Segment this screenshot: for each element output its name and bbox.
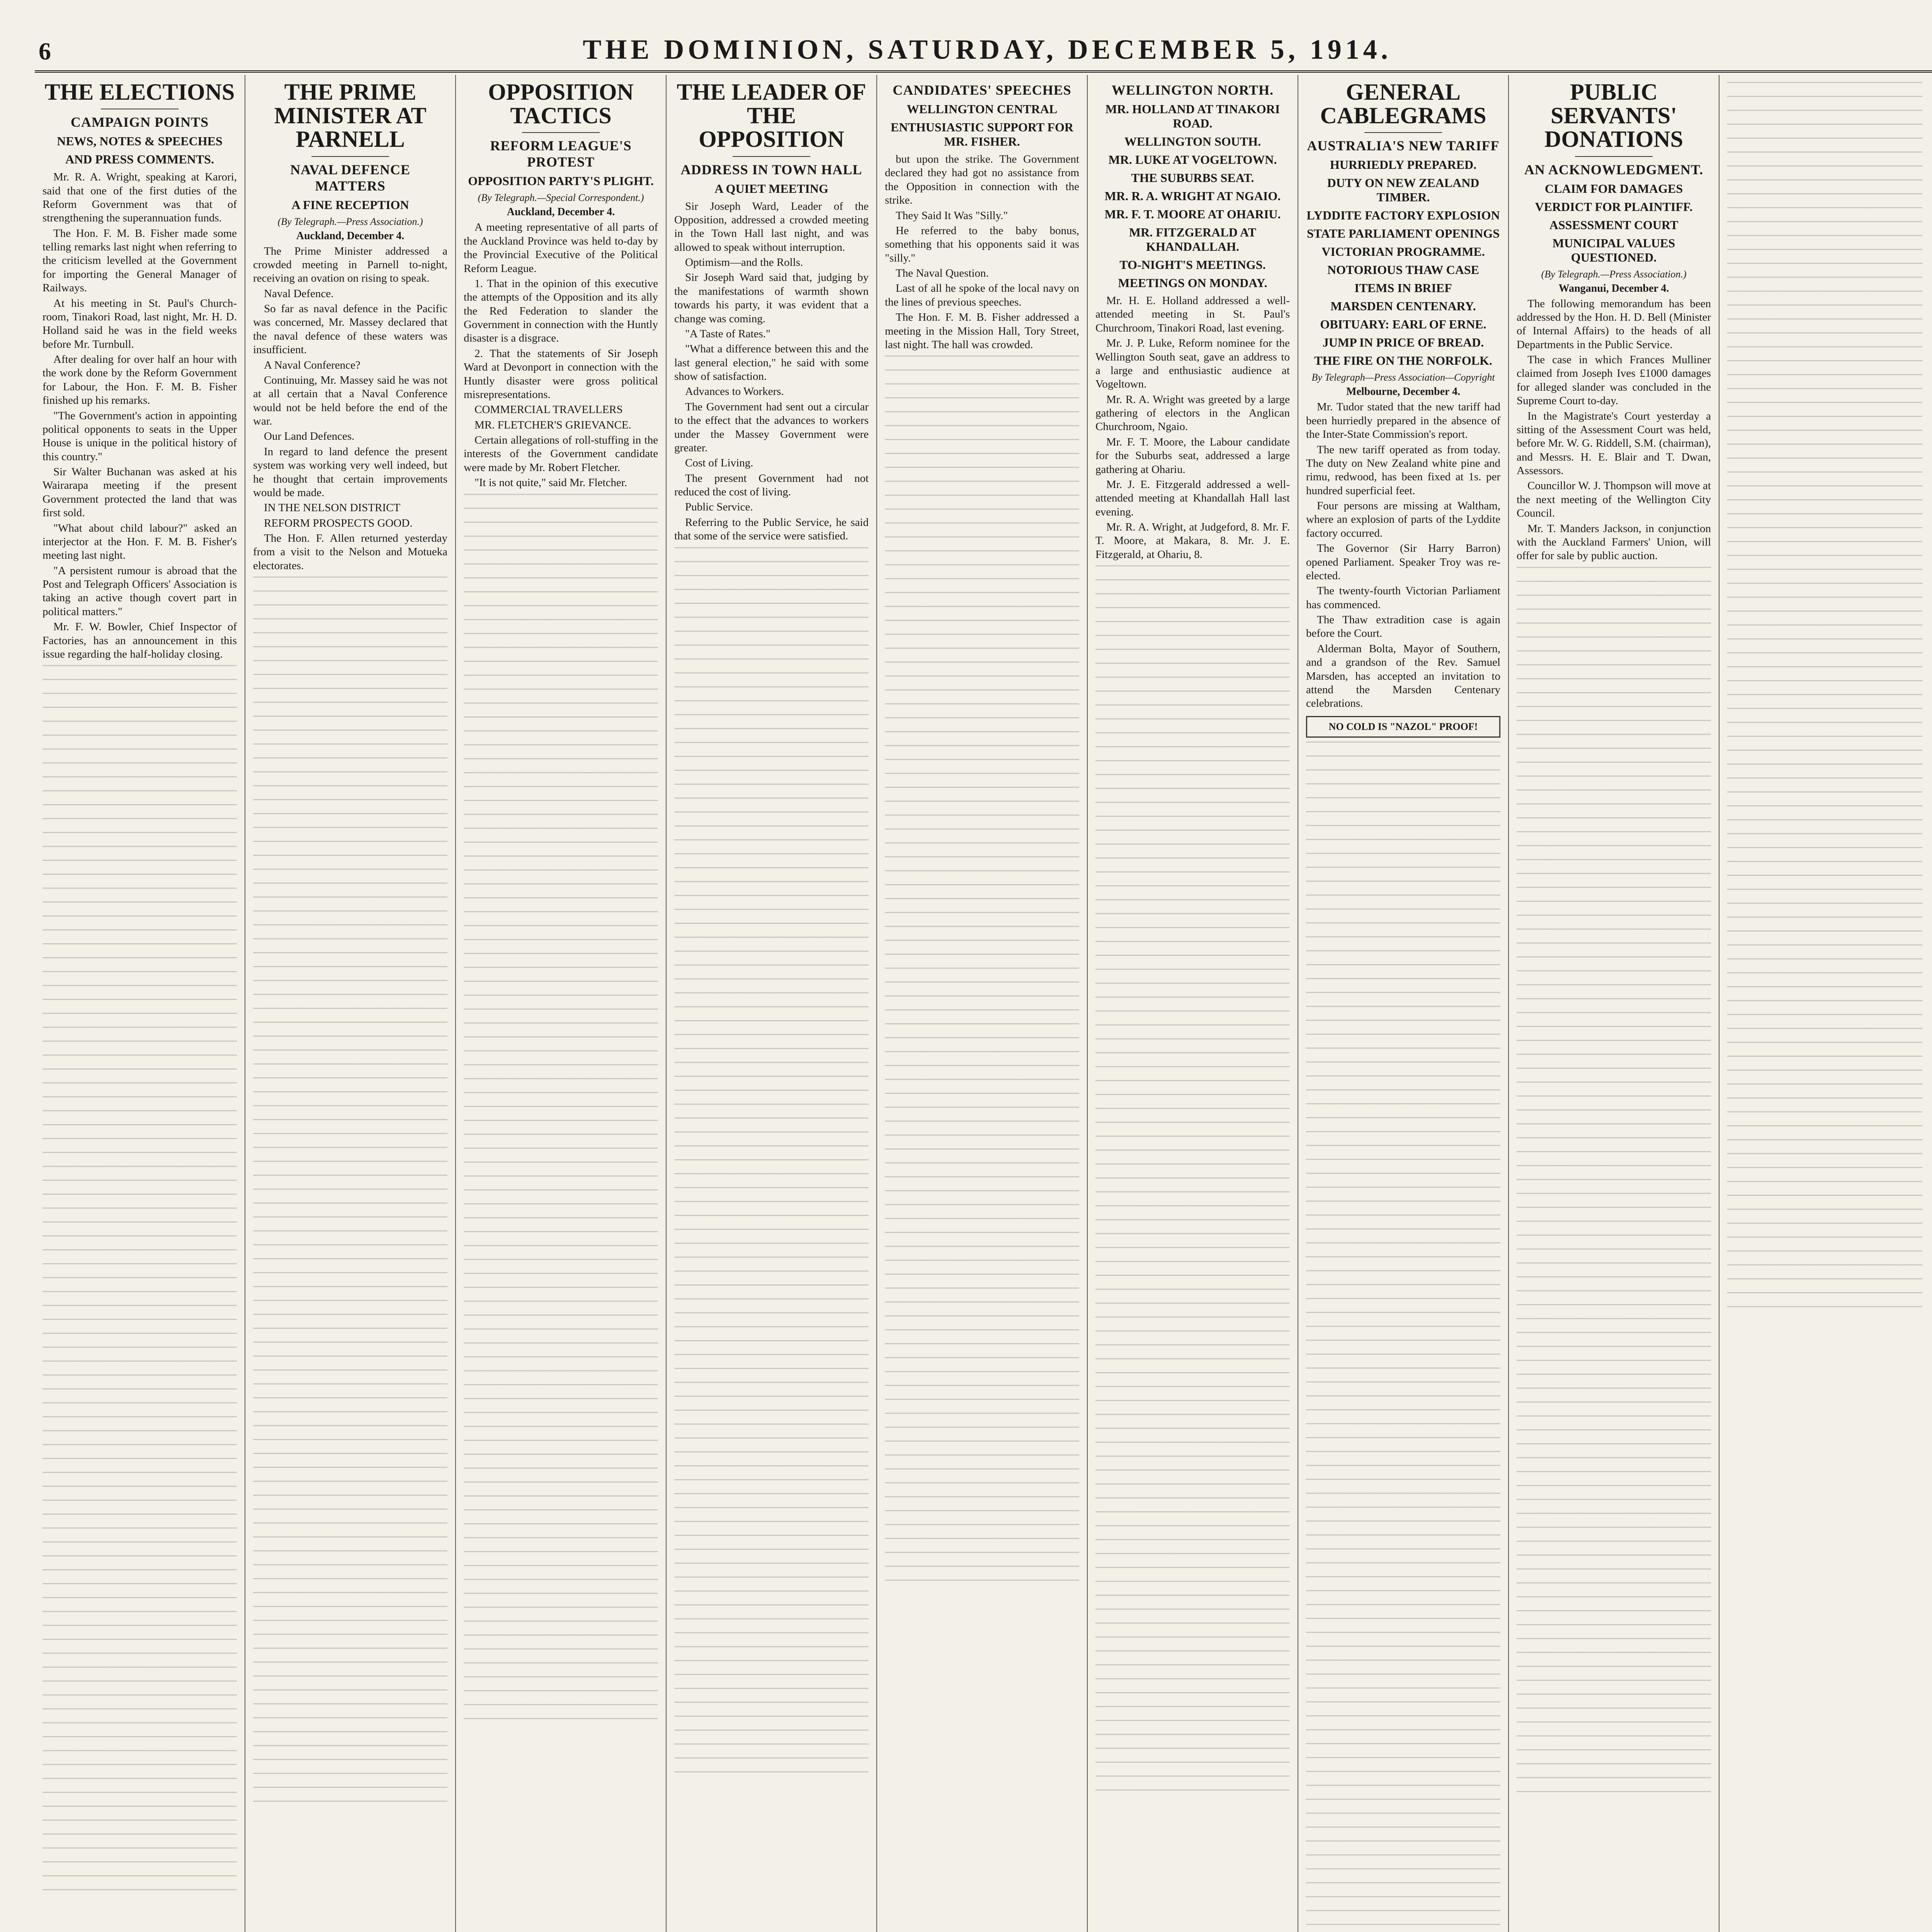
article-paragraph: Alderman Bolta, Mayor of Southern, and a grandson of the Rev. Samuel Marsden, has accepted an invitation to attend the Marsden Centenary celebrations. (1306, 642, 1500, 710)
subhead: STATE PARLIAMENT OPENINGS (1306, 226, 1500, 241)
article-paragraph: He referred to the baby bonus, something that his opponents said it was "silly." (885, 224, 1079, 264)
subhead: MUNICIPAL VALUES QUESTIONED. (1552, 236, 1675, 264)
article-paragraph: MR. FLETCHER'S GRIEVANCE. (474, 418, 631, 431)
article-paragraph: The Naval Question. (896, 267, 989, 279)
article-paragraph: "A Taste of Rates." (685, 327, 770, 340)
article-paragraph: "The Government's action in appointing political opponents to seats in the Upper House is unique in the political history of this country." (43, 409, 237, 463)
article-paragraph: Mr. Tudor stated that the new tariff had been hurriedly prepared in the absence of the Inter-State Commission's report. (1306, 401, 1500, 441)
subhead: MR. R. A. WRIGHT AT NGAIO. (1104, 189, 1281, 203)
article-paragraph: Mr. R. A. Wright, speaking at Karori, said that one of the first duties of the Reform Government was that of strengthening the superannuation funds. (43, 171, 237, 224)
subhead: WELLINGTON CENTRAL (906, 102, 1058, 116)
subhead: TO-NIGHT'S MEETINGS. (1119, 258, 1266, 272)
article-paragraph: The Prime Minister addressed a crowded meeting in Parnell to-night, receiving an ovation on rising to speak. (253, 245, 447, 285)
subhead: AND PRESS COMMENTS. (65, 152, 214, 167)
subhead: HURRIEDLY PREPARED. (1330, 158, 1477, 172)
article-paragraph: Advances to Workers. (685, 385, 784, 398)
article-paragraph: A meeting representative of all parts of the Auckland Province was held to-day by the Provincial Executive of the Political Reform League. (464, 221, 658, 275)
article-paragraph: The Thaw extradition case is again before the Court. (1306, 614, 1500, 640)
subhead: CLAIM FOR DAMAGES (1544, 181, 1683, 196)
body-text-lines (1095, 565, 1290, 1802)
column-3 (456, 75, 667, 1932)
subhead: MR. F. T. MOORE AT OHARIU. (1104, 207, 1281, 221)
body-text-lines (1727, 82, 1922, 1318)
article-paragraph: Referring to the Public Service, he said that some of the service were satisfied. (674, 516, 869, 543)
subhead: ENTHUSIASTIC SUPPORT FOR MR. FISHER. (890, 120, 1074, 148)
article-paragraph: Continuing, Mr. Massey said he was not at all certain that a Naval Conference would not be held before the end of the war. (253, 374, 447, 428)
byline: By Telegraph—Press Association—Copyright (1311, 372, 1495, 383)
subhead: ASSESSMENT COURT (1549, 218, 1679, 232)
column-1 (35, 75, 245, 1932)
article-paragraph: COMMERCIAL TRAVELLERS (474, 403, 623, 416)
dateline: Melbourne, December 4. (1346, 386, 1460, 398)
article-paragraph: Mr. F. W. Bowler, Chief Inspector of Factories, has an announcement in this issue regarding the half-holiday closing. (43, 621, 237, 660)
body-text-lines (253, 577, 447, 1813)
byline: (By Telegraph.—Special Correspondent.) (478, 192, 644, 204)
masthead (35, 23, 1932, 73)
article-paragraph: Our Land Defences. (264, 430, 355, 443)
column-headline: PUBLIC SERVANTS' DONATIONS (1544, 79, 1683, 152)
article-paragraph: Public Service. (685, 501, 753, 514)
article-paragraph: 1. That in the opinion of this executive the attempts of the Opposition and its ally the Red Federation to slander the Government in connection with the Huntly disaster is a disgrace. (464, 277, 658, 345)
columns (35, 75, 1932, 1932)
subhead: ITEMS IN BRIEF (1354, 281, 1452, 295)
paper-title: THE DOMINION, SATURDAY, DECEMBER 5, 1914. (583, 34, 1392, 65)
subhead: JUMP IN PRICE OF BREAD. (1322, 335, 1484, 350)
article-paragraph: Certain allegations of roll-stuffing in the interests of the Government candidate were made by Mr. Robert Fletcher. (464, 434, 658, 474)
headline-rule (1364, 132, 1442, 133)
article-paragraph: Sir Joseph Ward, Leader of the Opposition, addressed a crowded meeting in the Town Hall last night, and was allowed to speak without interruption. (674, 200, 869, 253)
column-6 (1088, 75, 1298, 1932)
subhead: OPPOSITION PARTY'S PLIGHT. (468, 174, 654, 188)
subhead: LYDDITE FACTORY EXPLOSION (1306, 208, 1500, 223)
article-paragraph: The Hon. F. M. B. Fisher made some telling remarks last night when referring to the criticism levelled at the Government for importing the General Manager of Railways. (43, 227, 237, 294)
subhead: MR. LUKE AT VOGELTOWN. (1108, 153, 1277, 167)
column-4 (667, 75, 877, 1932)
article-paragraph: Last of all he spoke of the local navy on the lines of previous speeches. (885, 282, 1079, 308)
article-paragraph: After dealing for over half an hour with the work done by the Reform Government for Labour, the Hon. F. M. B. Fisher finished up his remarks. (43, 353, 237, 407)
article-paragraph: Mr. R. A. Wright, at Judgeford, 8. Mr. F. T. Moore, at Makara, 8. Mr. J. E. Fitzgerald, at Ohariu, 8. (1095, 521, 1290, 561)
subhead: NEWS, NOTES & SPEECHES (57, 134, 223, 148)
article-paragraph: REFORM PROSPECTS GOOD. (264, 517, 413, 529)
body-text-lines (1306, 742, 1500, 1932)
column-headline: GENERAL CABLEGRAMS (1320, 79, 1486, 129)
page-number: 6 (39, 37, 51, 65)
article-paragraph: At his meeting in St. Paul's Church-room, Tinakori Road, last night, Mr. H. D. Holland said he was in the field weeks before Mr. Turnbull. (43, 297, 237, 350)
subhead: WELLINGTON NORTH. (1111, 82, 1274, 98)
body-text-lines (885, 355, 1079, 1592)
article-paragraph: 2. That the statements of Sir Joseph Ward at Devonport in connection with the Huntly disaster were gross political misrepresentations. (464, 347, 658, 401)
dateline: Wanganui, December 4. (1558, 282, 1669, 294)
article-paragraph: Mr. J. E. Fitzgerald addressed a well-attended meeting at Khandallah Hall last evening. (1095, 478, 1290, 518)
article-paragraph: The present Government had not reduced the cost of living. (674, 472, 869, 498)
byline: (By Telegraph.—Press Association.) (1541, 268, 1687, 280)
headline-rule (522, 132, 600, 133)
subhead: VERDICT FOR PLAINTIFF. (1535, 199, 1693, 214)
article-paragraph: Mr. T. Manders Jackson, in conjunction with the Auckland Farmers' Union, will offer for sale by public auction. (1517, 522, 1711, 562)
column-headline: THE PRIME MINISTER AT PARNELL (274, 79, 427, 152)
article-paragraph: Four persons are missing at Waltham, where an explosion of parts of the Lyddite factory occurred. (1306, 500, 1500, 539)
article-paragraph: They Said It Was "Silly." (896, 209, 1008, 222)
article-paragraph: In the Magistrate's Court yesterday a sitting of the Assessment Court was held, before Mr. W. G. Riddell, S.M. (chairman), and Messrs. H. E. Blair and T. Dwan, Assessors. (1517, 410, 1711, 477)
article-paragraph: Naval Defence. (264, 287, 334, 300)
subhead: MEETINGS ON MONDAY. (1118, 276, 1267, 290)
subhead: MARSDEN CENTENARY. (1330, 299, 1476, 313)
subhead: REFORM LEAGUE'S PROTEST (490, 138, 632, 170)
advertisement: NO COLD IS "NAZOL" PROOF! (1306, 716, 1500, 738)
article-paragraph: In regard to land defence the present system was working very well indeed, but he thought that certain improvements would be made. (253, 445, 447, 499)
body-text-lines (1517, 567, 1711, 1803)
subhead: THE SUBURBS SEAT. (1131, 171, 1254, 185)
body-text-lines (43, 665, 237, 1901)
newspaper-page (35, 23, 1932, 1932)
article-paragraph: IN THE NELSON DISTRICT (264, 502, 401, 514)
article-paragraph: Cost of Living. (685, 457, 753, 469)
subhead: AUSTRALIA'S NEW TARIFF (1307, 138, 1500, 154)
byline: (By Telegraph.—Press Association.) (277, 216, 423, 227)
article-paragraph: Mr. R. A. Wright was greeted by a large gathering of electors in the Anglican Churchroom, Ngaio. (1095, 393, 1290, 433)
article-paragraph: but upon the strike. The Government declared they had got no assistance from the Opposition in connection with the strike. (885, 153, 1079, 207)
subhead: MR. FITZGERALD AT KHANDALLAH. (1129, 225, 1257, 253)
article-paragraph: Sir Joseph Ward said that, judging by the manifestations of warmth shown towards his party, it was evident that a change was coming. (674, 271, 869, 325)
subhead: VICTORIAN PROGRAMME. (1321, 245, 1485, 259)
article-paragraph: A Naval Conference? (264, 359, 361, 371)
article-paragraph: "What a difference between this and the last general election," he said with some show of satisfaction. (674, 343, 869, 383)
subhead: THE FIRE ON THE NORFOLK. (1314, 354, 1492, 368)
column-8 (1509, 75, 1719, 1932)
subhead: CAMPAIGN POINTS (70, 114, 209, 130)
article-paragraph: Mr. J. P. Luke, Reform nominee for the Wellington South seat, gave an address to a large and enthusiastic audience at Vogeltown. (1095, 337, 1290, 391)
subhead: MR. HOLLAND AT TINAKORI ROAD. (1105, 102, 1280, 130)
article-paragraph: "A persistent rumour is abroad that the Post and Telegraph Officers' Association is taking an active though covert part in political matters." (43, 564, 237, 618)
article-paragraph: The Government had sent out a circular to the effect that the advances to workers under the Massey Government were greater. (674, 400, 869, 454)
column-5 (877, 75, 1088, 1932)
subhead: A QUIET MEETING (714, 181, 828, 196)
dateline: Auckland, December 4. (507, 206, 615, 218)
column-headline: OPPOSITION TACTICS (488, 79, 634, 129)
column-headline: THE ELECTIONS (44, 79, 235, 105)
article-paragraph: The new tariff operated as from today. The duty on New Zealand white pine and rimu, redwood, has been fixed at 1s. per hundred superficial feet. (1306, 443, 1500, 497)
body-text-lines (674, 547, 869, 1784)
column-headline: THE LEADER OF THE OPPOSITION (677, 79, 866, 152)
article-paragraph: Councillor W. J. Thompson will move at the next meeting of the Wellington City Council. (1517, 480, 1711, 520)
subhead: OBITUARY: EARL OF ERNE. (1320, 317, 1486, 332)
article-paragraph: The Governor (Sir Harry Barron) opened Parliament. Speaker Troy was re-elected. (1306, 542, 1500, 582)
body-text-lines (464, 494, 658, 1730)
article-paragraph: The twenty-fourth Victorian Parliament has commenced. (1306, 585, 1500, 611)
article-paragraph: Optimism—and the Rolls. (685, 256, 803, 269)
column-2 (245, 75, 456, 1932)
article-paragraph: Mr. H. E. Holland addressed a well-attended meeting in St. Paul's Churchroom, Tinakori Road, last evening. (1095, 294, 1290, 334)
dateline: Auckland, December 4. (296, 230, 405, 242)
article-paragraph: "It is not quite," said Mr. Fletcher. (474, 476, 627, 489)
article-paragraph: The Hon. F. Allen returned yesterday from a visit to the Nelson and Motueka electorates. (253, 532, 447, 572)
subhead: NOTORIOUS THAW CASE (1327, 263, 1479, 277)
headline-rule (311, 156, 389, 157)
article-paragraph: The case in which Frances Mulliner claimed from Joseph Ives £1000 damages for alleged slander was concluded in the Supreme Court to-day. (1517, 354, 1711, 407)
subhead: NAVAL DEFENCE MATTERS (290, 162, 410, 194)
subhead: AN ACKNOWLEDGMENT. (1524, 162, 1704, 177)
article-paragraph: Sir Walter Buchanan was asked at his Wairarapa meeting if the present Government protected the land that was first sold. (43, 466, 237, 519)
subhead: CANDIDATES' SPEECHES (893, 82, 1071, 98)
headline-rule (1575, 156, 1653, 157)
article-paragraph: The following memorandum has been addressed by the Hon. H. D. Bell (Minister of Internal Affairs) to the heads of all Departments in the Public Service. (1517, 297, 1711, 351)
column-9 (1719, 75, 1930, 1932)
article-paragraph: Mr. F. T. Moore, the Labour candidate for the Suburbs seat, addressed a large gathering at Ohariu. (1095, 435, 1290, 476)
article-paragraph: So far as naval defence in the Pacific was concerned, Mr. Massey declared that the naval defence of these waters was insufficient. (253, 303, 447, 356)
article-paragraph: "What about child labour?" asked an interjector at the Hon. F. M. B. Fisher's meeting last night. (43, 522, 237, 562)
subhead: DUTY ON NEW ZEALAND TIMBER. (1327, 176, 1480, 204)
column-7 (1298, 75, 1509, 1932)
article-paragraph: The Hon. F. M. B. Fisher addressed a meeting in the Mission Hall, Tory Street, last night. The hall was crowded. (885, 311, 1079, 351)
subhead: A FINE RECEPTION (291, 197, 409, 212)
subhead: WELLINGTON SOUTH. (1124, 134, 1261, 148)
subhead: ADDRESS IN TOWN HALL (680, 162, 862, 177)
headline-rule (733, 156, 810, 157)
